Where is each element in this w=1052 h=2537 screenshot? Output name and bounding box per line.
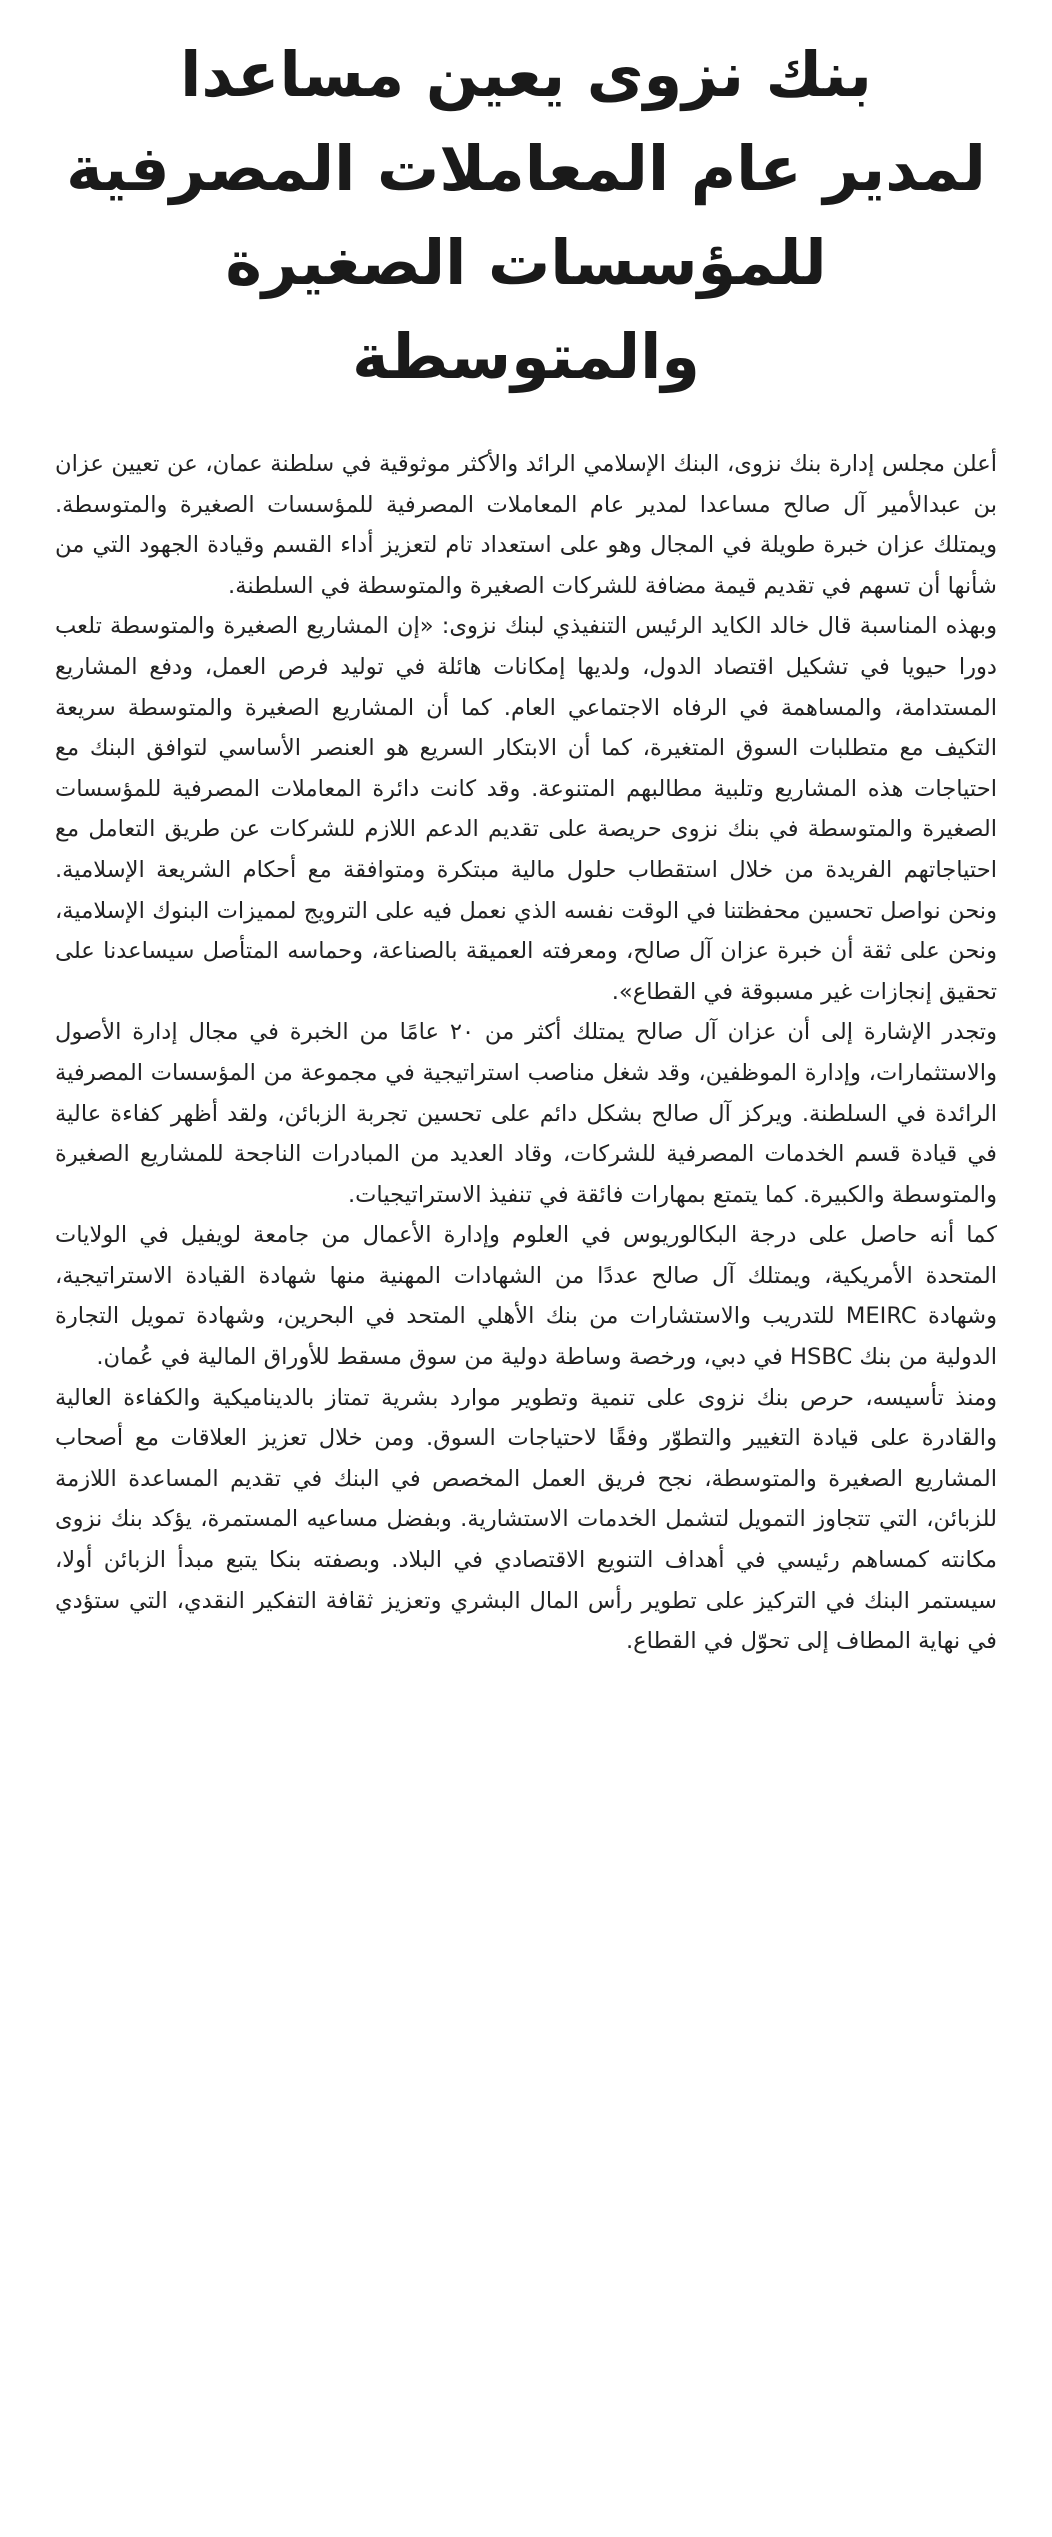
article-paragraph: أعلن مجلس إدارة بنك نزوى، البنك الإسلامي الرائد والأكثر موثوقية في سلطنة عمان، عن تعيين عزان بن عبدالأمير آل صالح مساعدا لمدير عام المعاملات المصرفية للمؤسسات الصغيرة والمتوسطة. ويمتلك عزان خبرة طويلة في المجال وهو على استعداد تام لتعزيز أداء القسم وقيادة الجهود التي من شأنها أن تسهم في تقديم قيمة مضافة للشركات الصغيرة والمتوسطة في السلطنة.: [55, 451, 997, 599]
headline: [55, 28, 997, 404]
headline-line: بنك نزوى يعين مساعدا: [180, 38, 872, 111]
article-paragraph: كما أنه حاصل على درجة البكالوريوس في العلوم وإدارة الأعمال من جامعة لويفيل في الولايات المتحدة الأمريكية، ويمتلك آل صالح عددًا من الشهادات المهنية منها شهادة القيادة الاستراتيجية، وشهادة MEIRC للتدريب والاستشارات من بنك الأهلي المتحد في البحرين، وشهادة تمويل التجارة الدولية من بنك HSBC في دبي، ورخصة وساطة دولية من سوق مسقط للأوراق المالية في عُمان.: [55, 1222, 997, 1371]
headline-line: لمدير عام المعاملات المصرفية: [66, 132, 986, 205]
article-paragraph: ومنذ تأسيسه، حرص بنك نزوى على تنمية وتطوير موارد بشرية تمتاز بالديناميكية والكفاءة العالية والقادرة على قيادة التغيير والتطوّر وفقًا لاحتياجات السوق. ومن خلال تعزيز العلاقات مع أصحاب المشاريع الصغيرة والمتوسطة، نجح فريق العمل المخصص في البنك في تقديم المساعدة اللازمة للزبائن، التي تتجاوز التمويل لتشمل الخدمات الاستشارية. وبفضل مساعيه المستمرة، يؤكد بنك نزوى مكانته كمساهم رئيسي في أهداف التنويع الاقتصادي في البلاد. وبصفته بنكا يتبع مبدأ الزبائن أولا، سيستمر البنك في التركيز على تطوير رأس المال البشري وتعزيز ثقافة التفكير النقدي، التي ستؤدي في نهاية المطاف إلى تحوّل في القطاع.: [55, 1384, 997, 1655]
article-body: [55, 444, 997, 1662]
news-article: [55, 28, 997, 1662]
article-paragraph: وتجدر الإشارة إلى أن عزان آل صالح يمتلك أكثر من ٢٠ عامًا من الخبرة في مجال إدارة الأصول والاستثمارات، وإدارة الموظفين، وقد شغل مناصب استراتيجية في مجموعة من المؤسسات المصرفية الرائدة في السلطنة. ويركز آل صالح بشكل دائم على تحسين تجربة الزبائن، ولقد أظهر كفاءة عالية في قيادة قسم الخدمات المصرفية للشركات، وقاد العديد من المبادرات الناجحة للمشاريع الصغيرة والمتوسطة والكبيرة. كما يتمتع بمهارات فائقة في تنفيذ الاستراتيجيات.: [55, 1019, 997, 1208]
headline-line: للمؤسسات الصغيرة والمتوسطة: [225, 226, 827, 393]
article-paragraph: وبهذه المناسبة قال خالد الكايد الرئيس التنفيذي لبنك نزوى: «إن المشاريع الصغيرة والمتوسطة تلعب دورا حيويا في تشكيل اقتصاد الدول، ولديها إمكانات هائلة في توليد فرص العمل، ودفع المشاريع المستدامة، والمساهمة في الرفاه الاجتماعي العام. كما أن المشاريع الصغيرة والمتوسطة سريعة التكيف مع متطلبات السوق المتغيرة، كما أن الابتكار السريع هو العنصر الأساسي لتوافق البنك مع احتياجات هذه المشاريع وتلبية مطالبهم المتنوعة. وقد كانت دائرة المعاملات المصرفية للمؤسسات الصغيرة والمتوسطة في بنك نزوى حريصة على تقديم الدعم اللازم للشركات عن طريق التعامل مع احتياجاتهم الفريدة من خلال استقطاب حلول مالية مبتكرة ومتوافقة مع أحكام الشريعة الإسلامية. ونحن نواصل تحسين محفظتنا في الوقت نفسه الذي نعمل فيه على الترويج لمميزات البنوك الإسلامية، ونحن على ثقة أن خبرة عزان آل صالح، ومعرفته العميقة بالصناعة، وحماسه المتأصل سيساعدنا على تحقيق إنجازات غير مسبوقة في القطاع».: [55, 613, 997, 1005]
